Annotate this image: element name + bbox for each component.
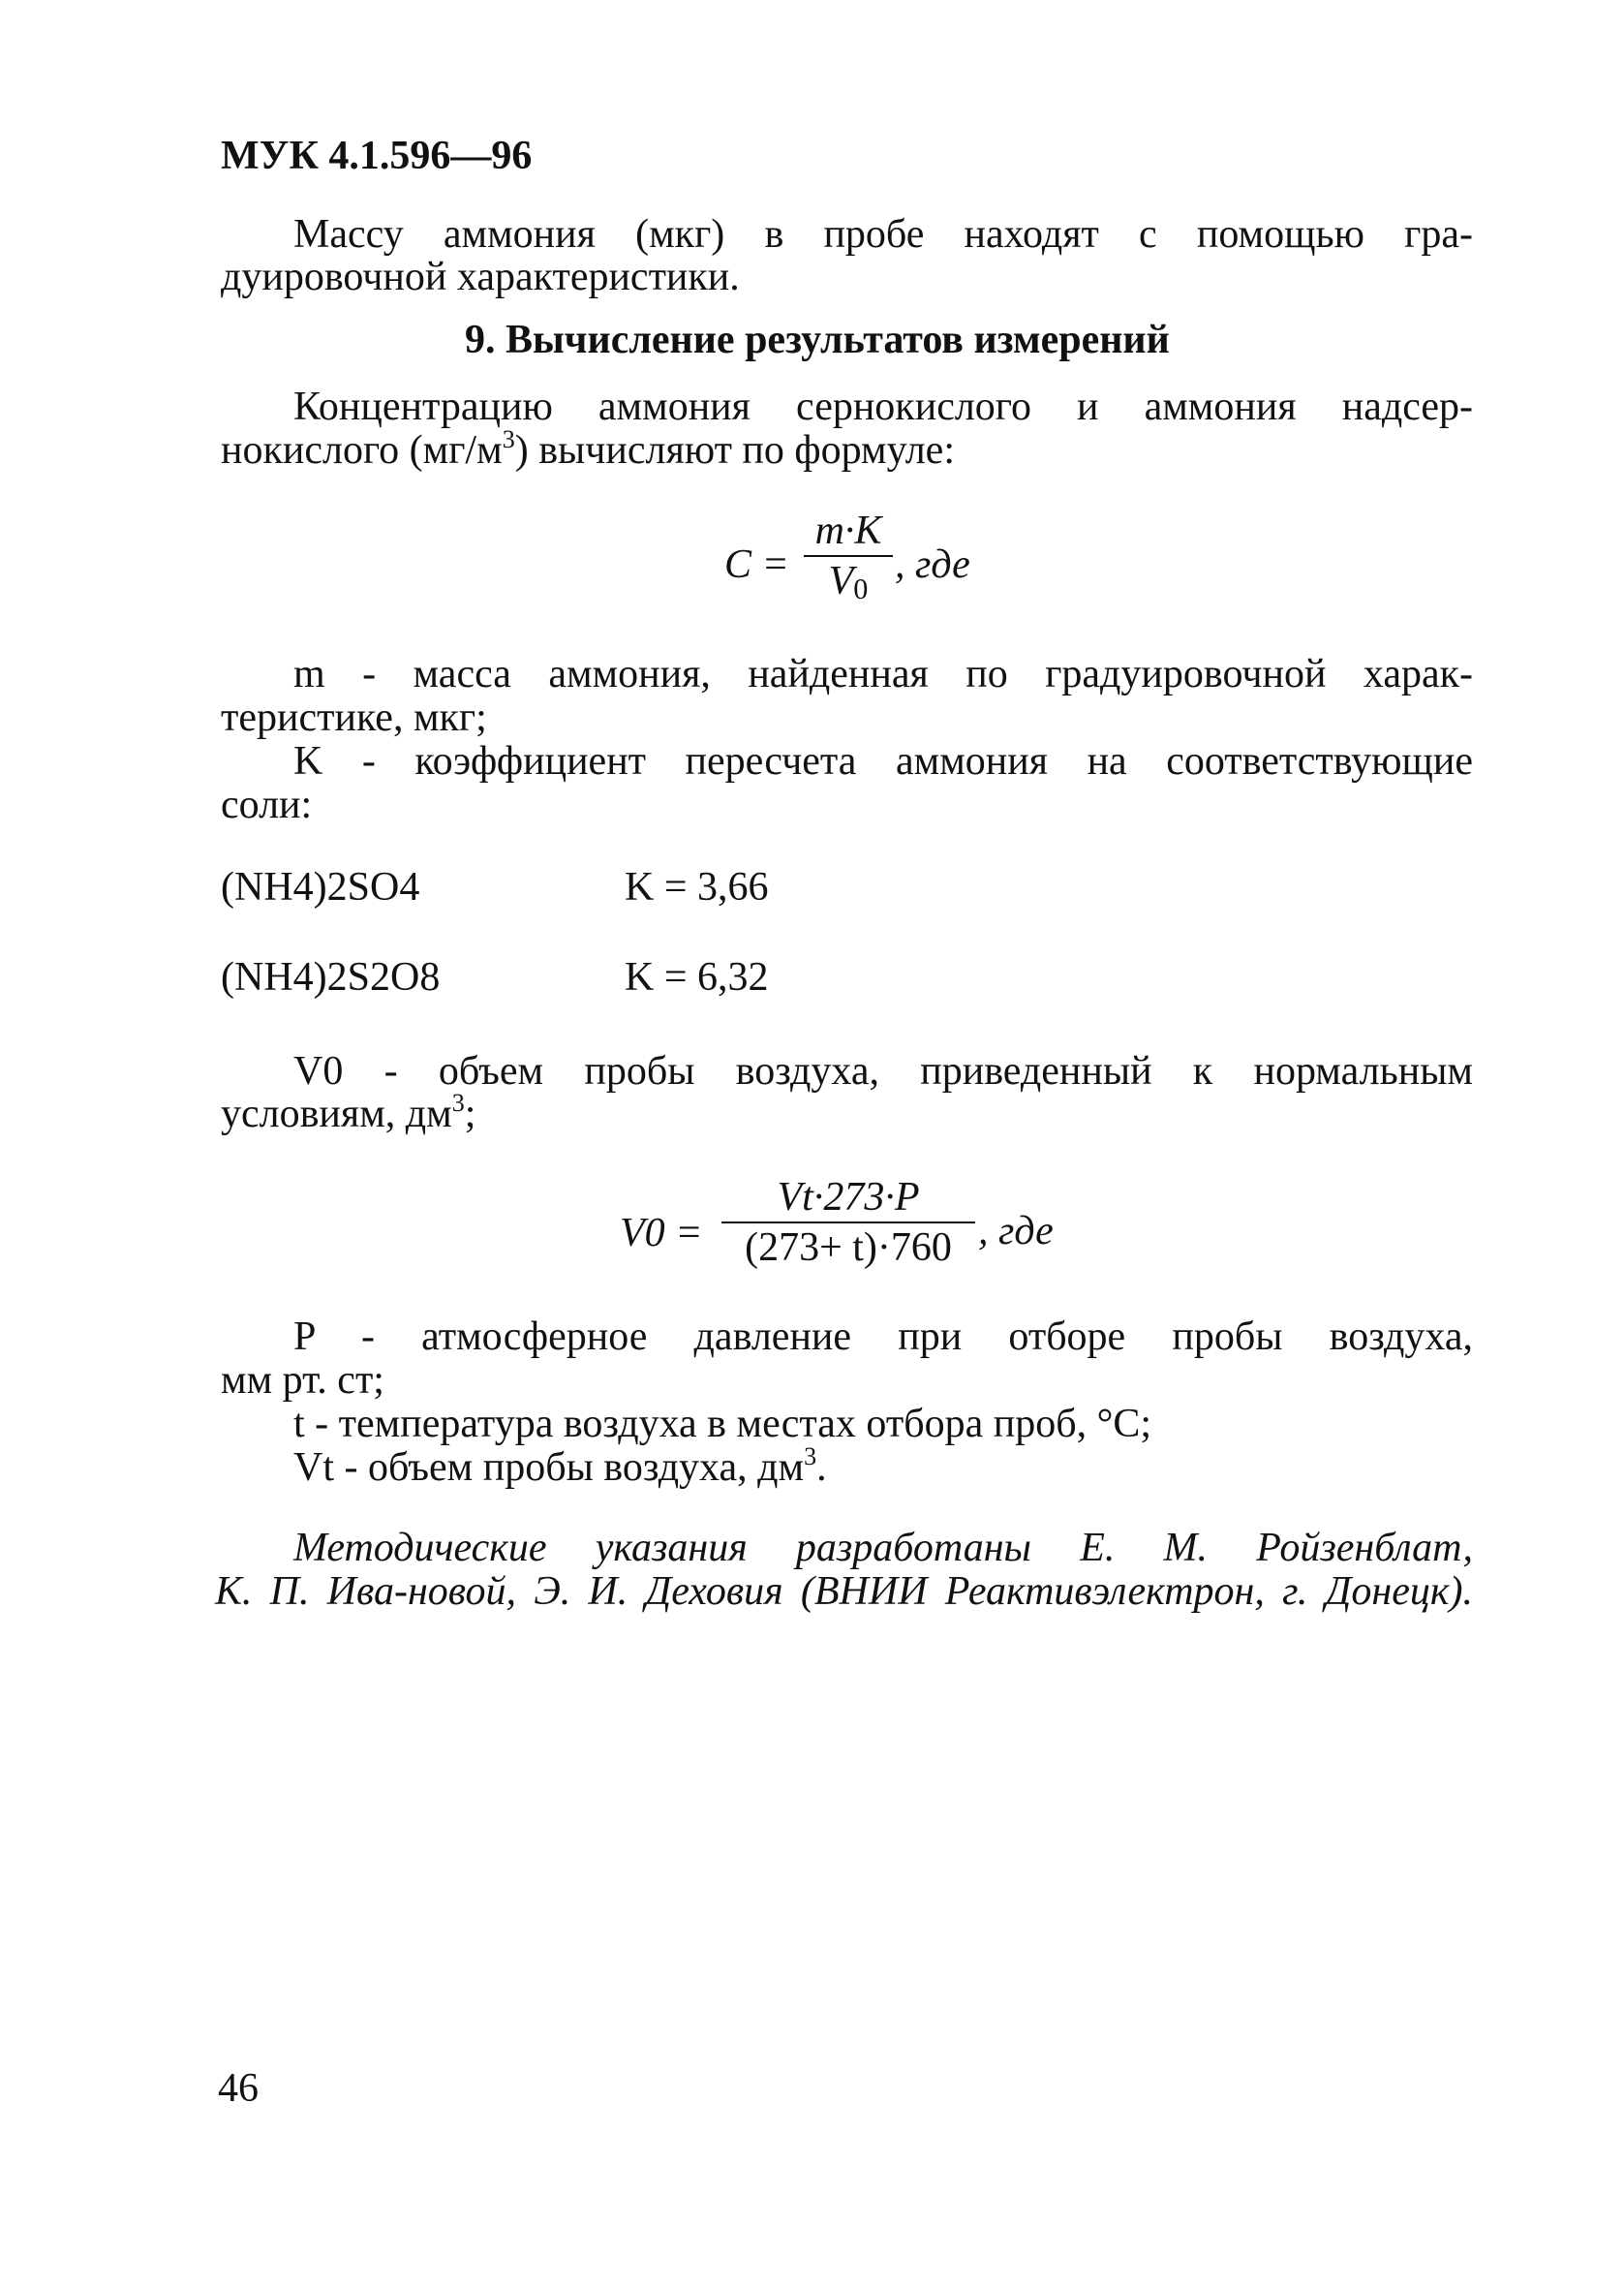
def-p-line-2: мм рт. ст; bbox=[221, 1358, 384, 1403]
authors-line-1: Методические указания разработаны Е. М. Ройзенблат, bbox=[293, 1526, 1473, 1570]
fraction-bar bbox=[721, 1221, 975, 1223]
formula-v0-denominator: (273+ t)·760 bbox=[745, 1225, 952, 1270]
salt-k-2: K = 6,32 bbox=[625, 955, 769, 1000]
concentration-line-2 bbox=[221, 424, 955, 473]
def-k-line-1: K - коэффициент пересчета аммония на соответствующие bbox=[293, 739, 1473, 784]
intro-line-1: Массу аммония (мкг) в пробе находят с помощью гра- bbox=[293, 212, 1473, 257]
formula-v0-lhs: V0 = bbox=[620, 1211, 703, 1255]
superscript: 3 bbox=[451, 1088, 465, 1117]
def-k-line-2: соли: bbox=[221, 783, 313, 827]
salt-k-1: K = 3,66 bbox=[625, 865, 769, 910]
salt-formula-2: (NH4)2S2O8 bbox=[221, 955, 441, 1000]
intro-line-2: дуировочной характеристики. bbox=[221, 255, 740, 299]
section-title: 9. Вычисление результатов измерений bbox=[465, 318, 1170, 362]
formula-c-fraction bbox=[804, 509, 893, 606]
authors-line-2: К. П. Ива-новой, Э. И. Деховия (ВНИИ Реактивэлектрон, г. Донецк). bbox=[215, 1569, 1473, 1614]
formula-c-denominator bbox=[804, 559, 893, 606]
doc-code: МУК 4.1.596—96 bbox=[221, 134, 533, 178]
formula-v0-suffix: , где bbox=[978, 1209, 1054, 1253]
superscript: 3 bbox=[502, 424, 515, 453]
def-vt-text: Vt - объем пробы воздуха, дм bbox=[293, 1445, 805, 1490]
denominator-subscript: 0 bbox=[853, 572, 869, 606]
superscript: 3 bbox=[804, 1441, 817, 1470]
def-m-line-2: теристике, мкг; bbox=[221, 696, 487, 740]
def-v0-line-2-text: условиям, дм bbox=[221, 1092, 452, 1136]
def-v0-line-2-tail: ; bbox=[464, 1092, 476, 1136]
formula-c-numerator: m·K bbox=[814, 509, 882, 553]
concentration-line-1: Концентрацию аммония сернокислого и аммония надсер- bbox=[293, 385, 1473, 429]
def-t-line: t - температура воздуха в местах отбора проб, °С; bbox=[293, 1402, 1152, 1446]
page-number: 46 bbox=[218, 2066, 259, 2111]
concentration-line-2-text: нокислого (мг/м bbox=[221, 428, 503, 473]
concentration-line-2-tail: ) вычисляют по формуле: bbox=[514, 428, 955, 473]
def-m-line-1: m - масса аммония, найденная по градуировочной харак- bbox=[293, 652, 1473, 696]
denominator-v: V bbox=[828, 559, 854, 603]
fraction-bar bbox=[804, 555, 893, 557]
def-v0-line-1: V0 - объем пробы воздуха, приведенный к нормальным bbox=[293, 1049, 1473, 1094]
def-p-line-1: P - атмосферное давление при отборе пробы воздуха, bbox=[293, 1314, 1473, 1359]
formula-c-lhs: C = bbox=[724, 542, 789, 587]
def-vt-line bbox=[293, 1441, 827, 1490]
salt-formula-1: (NH4)2SO4 bbox=[221, 865, 420, 910]
def-vt-tail: . bbox=[816, 1445, 827, 1490]
formula-v0-fraction bbox=[721, 1177, 975, 1268]
def-v0-line-2 bbox=[221, 1088, 476, 1136]
formula-c-suffix: , где bbox=[895, 542, 970, 587]
formula-v0-numerator: Vt·273·P bbox=[777, 1175, 920, 1220]
